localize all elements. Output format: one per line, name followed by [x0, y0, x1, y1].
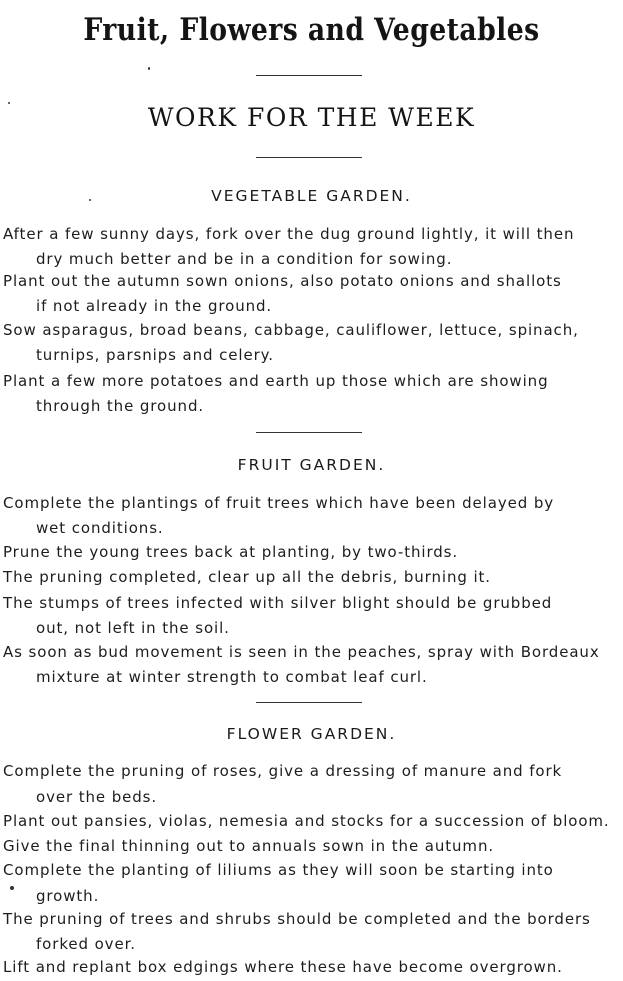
paragraph-line: The pruning completed, clear up all the debris, burning it. [3, 568, 491, 586]
paragraph-line: through the ground. [36, 397, 205, 415]
section-heading-flower-garden: FLOWER GARDEN. [226, 725, 397, 743]
divider-rule [256, 157, 362, 158]
paragraph-line: over the beds. [36, 788, 158, 806]
paragraph-line: Plant out the autumn sown onions, also potato onions and shallots [3, 272, 562, 290]
paragraph-line: Complete the planting of liliums as they will soon be starting into [3, 861, 554, 879]
paragraph-line: forked over. [36, 935, 136, 953]
paragraph-line: out, not left in the soil. [36, 619, 230, 637]
paragraph-line: if not already in the ground. [36, 297, 273, 315]
paragraph-line: Plant out pansies, violas, nemesia and stocks for a succession of bloom. [3, 812, 610, 830]
page-heading: WORK FOR THE WEEK [147, 103, 476, 132]
paragraph-line: Lift and replant box edgings where these have become overgrown. [3, 958, 563, 976]
masthead-title: Fruit, Flowers and Vegetables [83, 12, 540, 48]
paragraph-line: Sow asparagus, broad beans, cabbage, cauliflower, lettuce, spinach, [3, 321, 579, 339]
ink-speck [8, 102, 10, 104]
paragraph-line: dry much better and be in a condition for sowing. [36, 250, 453, 268]
paragraph-line: As soon as bud movement is seen in the peaches, spray with Bordeaux [3, 643, 600, 661]
paragraph-line: The stumps of trees infected with silver blight should be grubbed [3, 594, 553, 612]
paragraph-line: Prune the young trees back at planting, by two-thirds. [3, 543, 459, 561]
ink-speck [10, 886, 14, 890]
ink-speck [89, 199, 91, 201]
paragraph-line: wet conditions. [36, 519, 164, 537]
divider-rule [256, 432, 362, 433]
ink-speck [148, 67, 150, 70]
paragraph-line: Complete the plantings of fruit trees which have been delayed by [3, 494, 555, 512]
section-heading-vegetable-garden: VEGETABLE GARDEN. [211, 187, 412, 205]
paragraph-line: After a few sunny days, fork over the dug ground lightly, it will then [3, 225, 575, 243]
paragraph-line: Give the final thinning out to annuals sown in the autumn. [3, 837, 495, 855]
paragraph-line: mixture at winter strength to combat leaf curl. [36, 668, 428, 686]
paragraph-line: growth. [36, 887, 100, 905]
paragraph-line: Plant a few more potatoes and earth up those which are showing [3, 372, 549, 390]
divider-rule [256, 75, 362, 76]
paragraph-line: turnips, parsnips and celery. [36, 346, 274, 364]
divider-rule [256, 702, 362, 703]
paragraph-line: The pruning of trees and shrubs should be completed and the borders [3, 910, 591, 928]
paragraph-line: Complete the pruning of roses, give a dressing of manure and fork [3, 762, 563, 780]
section-heading-fruit-garden: FRUIT GARDEN. [237, 456, 386, 474]
